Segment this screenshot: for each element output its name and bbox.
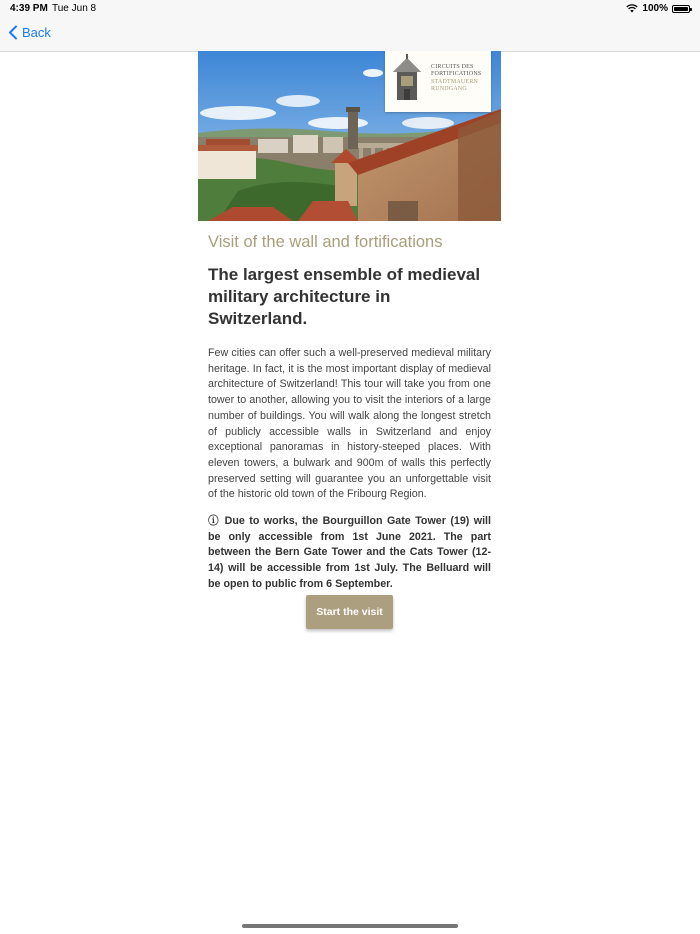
tour-description <box>208 231 491 593</box>
tour-headline: The largest ensemble of medieval military architecture in Switzerland. <box>208 265 481 328</box>
home-indicator[interactable] <box>242 924 458 928</box>
works-notice: ⓘ Due to works, the Bourguillon Gate Tower (19) will be only accessible from 1st June 2021. The part between the Bern Gate Tower and the Cats Tower (12-14) will be accessible from 1st July. The Belluard will be open to public from 6 September. <box>208 515 491 590</box>
wifi-icon <box>626 4 638 13</box>
battery-icon <box>672 5 690 13</box>
logo-text-line2: FORTIFICATIONS <box>431 71 482 77</box>
status-right <box>626 3 690 14</box>
tour-logo <box>385 51 491 112</box>
start-visit-button[interactable]: Start the visit <box>306 595 393 629</box>
status-date: Tue Jun 8 <box>52 3 97 14</box>
tour-subtitle: Visit of the wall and fortifications <box>208 233 443 251</box>
back-button[interactable] <box>8 25 51 40</box>
chevron-left-icon <box>8 25 18 40</box>
logo-text-line1: CIRCUITS DES <box>431 64 474 70</box>
battery-percent: 100% <box>642 3 668 14</box>
status-time: 4:39 PM <box>10 3 48 14</box>
navigation-bar <box>0 18 700 52</box>
tour-body-text: Few cities can offer such a well-preserved medieval military heritage. In fact, it is the most important display of medieval architecture of Switzerland! This tour will take you from one tower to another, allowing you to visit the interiors of a large number of buildings. You will walk along the longest stretch of publicly accessible walls in Switzerland and enjoy exceptional panoramas in history-steeped places. With eleven towers, a bulwark and 900m of walls this perfectly preserved setting will guarantee you an unforgettable visit of the historic old town of the Fribourg Region. <box>208 347 491 501</box>
logo-text-line3: STADTMAUERN <box>431 79 479 85</box>
hero-image <box>198 51 501 221</box>
status-bar <box>0 0 700 18</box>
logo-text-line4: RUNDGANG <box>431 86 467 92</box>
tower-logo-icon <box>389 54 425 102</box>
back-label: Back <box>22 25 51 40</box>
